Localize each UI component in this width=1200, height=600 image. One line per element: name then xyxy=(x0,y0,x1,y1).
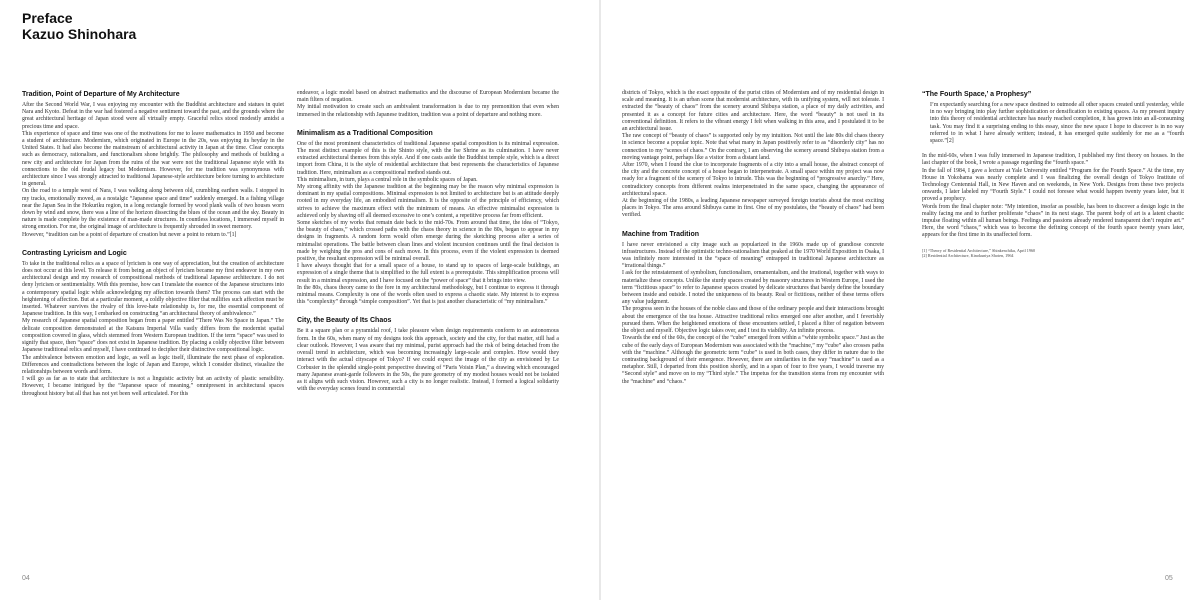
section-heading: “The Fourth Space,’ a Prophesy” xyxy=(922,91,1032,98)
paragraph: After 1970, when I found the clue to incorporate fragments of a city into a small house, the abstract concept of the city and the concrete concept of a house began to interpenetrate. A small space within my project was now ready for a fragment of the scenery of Tokyo to intrude. This was the beginning of “progressive anarchy.” Here, contradictory concepts from different realms interpenetrated in the same space, changing the appearance of architectural space. xyxy=(622,162,884,197)
section-heading: Minimalism as a Traditional Composition xyxy=(297,129,433,137)
paragraph: My research of Japanese spatial composition began from a paper entitled “There Was No Space in Japan.” The delicate composition demonstrated at the Katsura Imperial Villa vastly differs from the modernist spatial composition covered in glass, which stemmed from Western European tradition. If the term “space” was used to signify that space, then “space” does not exist in Japanese tradition. By placing a coldly objective filter between Japanese traditional relics and myself, I have continued to decipher their distinctive compositional logic. xyxy=(22,318,284,354)
page-title: Preface xyxy=(22,10,73,26)
paragraph: I have never envisioned a city image such as popularized in the 1960s made up of grandiose concrete infrastructures. Instead of the optimistic techno-rationalism that peaked at the 1970 World Exposition in Osaka, I was infinitely more interested in the “space of meaning” entrapped in traditional Japanese architecture as “irrational things.” xyxy=(622,241,884,270)
paragraph: This minimalism, in turn, plays a central role in the symbolic spaces of Japan. xyxy=(297,176,478,183)
section-heading: Machine from Tradition xyxy=(622,230,700,238)
paragraph: The progress seen in the houses of the noble class and those of the ordinary people and their interactions brought about the emergence of the tea house. Attractive traditional relics emerged one after another, and I feverishly pursued them. When the heightened emotions of these encounters settled, I placed a filter of negation between the object and myself. Objective logic takes over, and I test its viability. An infinite process. xyxy=(622,306,884,335)
footnotes xyxy=(922,248,1184,259)
footnote: [2] Residential Architecture, Kinokuniya Shoten, 1964 xyxy=(922,253,1014,259)
paragraph: Some sketches of my works that remain date back to the mid-70s. From around that time, the idea of “Tokyo, the beauty of chaos,” which crossed paths with the chaos theory in science in the 80s, began to appear in my designs in fragments. A random form would often emerge during the sketching process after a series of minimalist operations. The battle between clean lines and violent incursion continues until the final decision is made by weighing the pros and cons of each move. In this process, even if the violent expression is deemed positive, the resultant expression will be minimal overall. xyxy=(297,220,559,263)
author-name: Kazuo Shinohara xyxy=(22,26,137,42)
text-column-4 xyxy=(922,90,1184,259)
paragraph: In the mid-60s, when I was fully immersed in Japanese tradition, I published my first theory on houses. In the last chapter of the book, I wrote a passage regarding the “fourth space.” xyxy=(922,153,1184,167)
paragraph: Be it a square plan or a pyramidal roof, I take pleasure when design requirements conform to an autonomous form. In the 60s, when many of my designs took this approach, society and the city, for that matter, still had a clear outlook. However, I was aware that my minimal, purist approach had the risk of being detached from the overall trend in architecture, which was becoming increasingly large-scale and complex. How would they interact with the actual cityscape of Tokyo? If we could expect the image of the city as envisioned by Le Corbusier in the splendid single-point perspective drawing of “Paris Voisin Plan,” a drawing which encouraged many Japanese avant-garde followers in the 50s, the pure geometry of my modest houses would not be isolated as it aligns with such vision. However, such a city is no longer realistic. Instead, I formed a logical solidarity with the everyday scenes found in commercial xyxy=(297,328,559,393)
section-heading: City, the Beauty of Its Chaos xyxy=(297,317,392,325)
paragraph: districts of Tokyo, which is the exact opposite of the purist cities of Modernism and of my residential design in scale and meaning. It is an urban scene that modernist architecture, with its unifying system, will not tolerate. I extracted the “beauty of chaos” from the scenery around Shibuya station, a place of my daily activities, and presented it as a concept for future cities and architecture. Here, the word “beauty” is not used in its conventional definition. It refers to the vibrant energy I felt when walking in this area, and I postulated it to be an architectural issue. xyxy=(622,90,884,133)
paragraph: endeavor, a logic model based on abstract mathematics and the discourse of European Modernism became the main filters of negation. xyxy=(297,90,559,104)
paragraph: After the Second World War, I was enjoying my encounter with the Buddhist architecture and statues in quiet Nara and Kyoto. Defeat in the war had fostered a negative sentiment toward the past, and the grounds where the great architectural heritage of Japan stood were all virtually empty. Graceful relics stood modestly amidst a precious time and space. xyxy=(22,102,284,130)
paragraph: Towards the end of the 60s, the concept of the “cube” emerged from within a “white symbolic space.” Just as the cube of the early days of European Modernism was associated with the “machine,” my “cube” also crosses paths with the “machine.” Although the geometric term “cube” is used in both cases, they differ in nature due to the contrasting background of their emergence. However, there are similarities in the way “machine” is used as a metaphor. Still, I departed from this position shortly, and in a span of four to five years, I would traverse my “Second style” and move on to my “Third style.” The impetus for the transition stems from my encounter with the “machine” and “chaos.” xyxy=(622,335,884,385)
paragraph: The raw concept of “beauty of chaos” is supported only by my intuition. Not until the late 80s did chaos theory in science become a popular topic. Note that what many in Japan positively refer to as “disorderly city” has no connection to my “scenes of chaos.” On the contrary, I am observing the scenery around Shibuya station from a moving vantage point, perhaps like a visitor from a distant land. xyxy=(622,133,884,161)
paragraph: At the beginning of the 1980s, a leading Japanese newspaper surveyed foreign tourists about the most exciting places in Tokyo. The area around Shibuya came in first. One of my postulates, the “beauty of chaos” had been verified. xyxy=(622,198,884,219)
paragraph: My initial motivation to create such an ambivalent transformation is due to my premonition that even when immersed in the relationship with Japanese tradition, tradition was a point of departure and nothing more. xyxy=(297,104,559,118)
paragraph: I will go as far as to state that architecture is not a linguistic activity but an activity of plastic sensibility. However, I became intrigued by the “Japanese space of meaning,” omnipresent in architectural spaces throughout history but all that has not yet been well articulated. For this xyxy=(22,376,284,397)
footnote: [1] “Theory of Residential Architecture,” Shinkenchiku, April 1960 xyxy=(922,247,1036,253)
paragraph: In the 80s, chaos theory came to the fore in my architectural methodology, but I continue to express it through minimal means. Complexity is one of the words often used to express a chaotic state. My interest is to express this “complexity” through “simple composition”. Yet that is just another characteristic of “my minimalism.” xyxy=(297,284,559,306)
paragraph: One of the most prominent characteristics of traditional Japanese spatial composition is its minimal expression. The most distinct example of this is the Shinto style, with the Ise Shrine as its culmination. I have never extracted architectural themes from this style. And if one casts aside the Buddhist temple style, which is a direct import from China, it is the style of residential architecture that best represents the characteristics of Japanese tradition. Here, minimalism as a compositional method stands out. xyxy=(297,140,559,176)
text-column-2 xyxy=(297,90,559,393)
text-column-3 xyxy=(622,90,884,386)
paragraph: I have always thought that for a small space of a house, to stand up to spaces of large-scale buildings, an expression of a single theme that is simplified to the full extent is a prerequisite. This simplification process will result in a minimal expression, and I have focused on the “power of space” that it brings into view. xyxy=(297,263,559,284)
text-column-1 xyxy=(22,90,284,398)
page-header xyxy=(22,10,136,42)
paragraph: To take in the traditional relics as a space of lyricism is one way of appreciation, but the creation of architecture does not occur at this level. To release it from being an object of lyricism became my first endeavor in my own architectural design and my research of compositional methods of traditional Japanese architecture. I do not deny lyricism or sentimentality. With this premise, how can I translate the essence of the Japanese structures into a contemporary spatial logic while acknowledging my affection towards them? The process can start with the heightening of affection. But at a particular moment, a coldly objective filter that nullifies such affection must be inserted. Whatever survives the rivalry of this love-hate relationship is, for me, the essential component of Japanese tradition. In this way, I embarked on constructing “an architectural theory of ambivalence.” xyxy=(22,260,284,318)
page-number-right: 05 xyxy=(1165,575,1173,582)
page-gutter xyxy=(599,0,601,600)
section-heading: Contrasting Lyricism and Logic xyxy=(22,249,127,257)
paragraph: In the fall of 1984, I gave a lecture at Yale University entitled “Program for the Fourth Space.” At the time, my House in Yokohama was nearly complete and I was finalizing the overall design of Tokyo Institute of Technology Centennial Hall, in New Haven and on weekends, in New York. Designs from these two projects onwards, I later labeled my “Fourth Style.” I could not foresee what would happen twenty years later, but it proved a prophecy. xyxy=(922,167,1184,203)
paragraph: I ask for the reinstatement of symbolism, functionalism, ornamentalism, and the irrational, together with ways to materialize these concepts. Unlike the sturdy spaces created by masonry structures in Western Europe, I used the term “fictitious space” to refer to Japanese spaces created by delicate structures that barely define the boundary between inside and outside. I noted the uniqueness of its beauty. Real or fictitious, neither of these terms offers any value judgment. xyxy=(622,270,884,306)
page-number-left: 04 xyxy=(22,575,30,582)
paragraph: My strong affinity with the Japanese tradition at the beginning may be the reason why minimal expression is dominant in my spatial compositions. Minimal expression is not limited to architecture but is an attitude deeply rooted in my everyday life, an embodied minimalism. It is the opposite of the principle of efficiency, which strives to achieve the maximum effect with the minimum of means. An effective minimalist expression is achieved only by shaving off all deemed excessive to one’s content, a repetitive process far from efficient. xyxy=(297,184,559,219)
paragraph: The ambivalence between emotion and logic, as well as logic itself, illuminate the next phase of exploration. Differences and contradictions between the logic of Japan and Europe, which I consider distinct, visualize the relationships between words and form. xyxy=(22,354,284,375)
section-heading: Tradition, Point of Departure of My Architecture xyxy=(22,91,180,98)
block-quote: I’m expectantly searching for a new space destined to outmode all other spaces created until yesterday, while in no way bringing into play further sophistication or densification to existing spaces. As my present inquiry into this theory of residential architecture has nearly reached completion, it has grown into an all-consuming task. You may find it a surprising ending to this essay, since the new space I hope to discover is in no way referred to in what I have already written; instead, it has emerged quite suddenly for me as a “fourth space.”[2] xyxy=(930,102,1184,145)
paragraph: On the road to a temple west of Nara, I was walking along between old, crumbling earthen walls. I stopped in my tracks, emotionally moved, as a nostalgic “Japanese space and time” suddenly emerged. In a fishing village near the Japan Sea in the Hokuriku region, in a long rectangle formed by wood plank walls of two houses worn down by wind and snow, there was a line of the horizon dissecting the blues of the ocean and the sky. Beauty in nature is made complete by the existence of man-made structures. In countless locations, I immersed myself in strong emotion. For me, the original image of architecture is frequently shrouded in sweet memory. xyxy=(22,188,284,231)
paragraph: This experience of space and time was one of the motivations for me to leave mathematics in 1950 and become a student of architecture. Modernism, which originated in Europe in the 20s, was enjoying its heyday in the United States. It had also become the mainstream of architectural activity in Japan at the time. Clear concepts such as democracy, rationalism, and functionalism shone brightly. The philosophy and methods of building a new city and architecture for Japan from the ruins of the war were not the traditional Japanese style with its connections to the old feudal legacy but Modernism. However, for me tradition was synonymous with architecture since I was strongly attracted to traditional Japanese-style architecture before turning to architecture in general. xyxy=(22,130,284,188)
paragraph: However, “tradition can be a point of departure of creation but never a point to return to.”[1] xyxy=(22,231,237,238)
paragraph: Words from the final chapter note: “My intention, insofar as possible, has been to discover a design logic in the reality facing me and to further proliferate “chaos” in its next stage. The parent body of art is a latent chaotic impulse floating within all human beings. Feelings and passions already rendered transparent don’t require art.” Here, the word “chaos,” which was to become the defining concept of the fourth space twenty years later, appears for the first time in its unaffected form. xyxy=(922,203,1184,239)
